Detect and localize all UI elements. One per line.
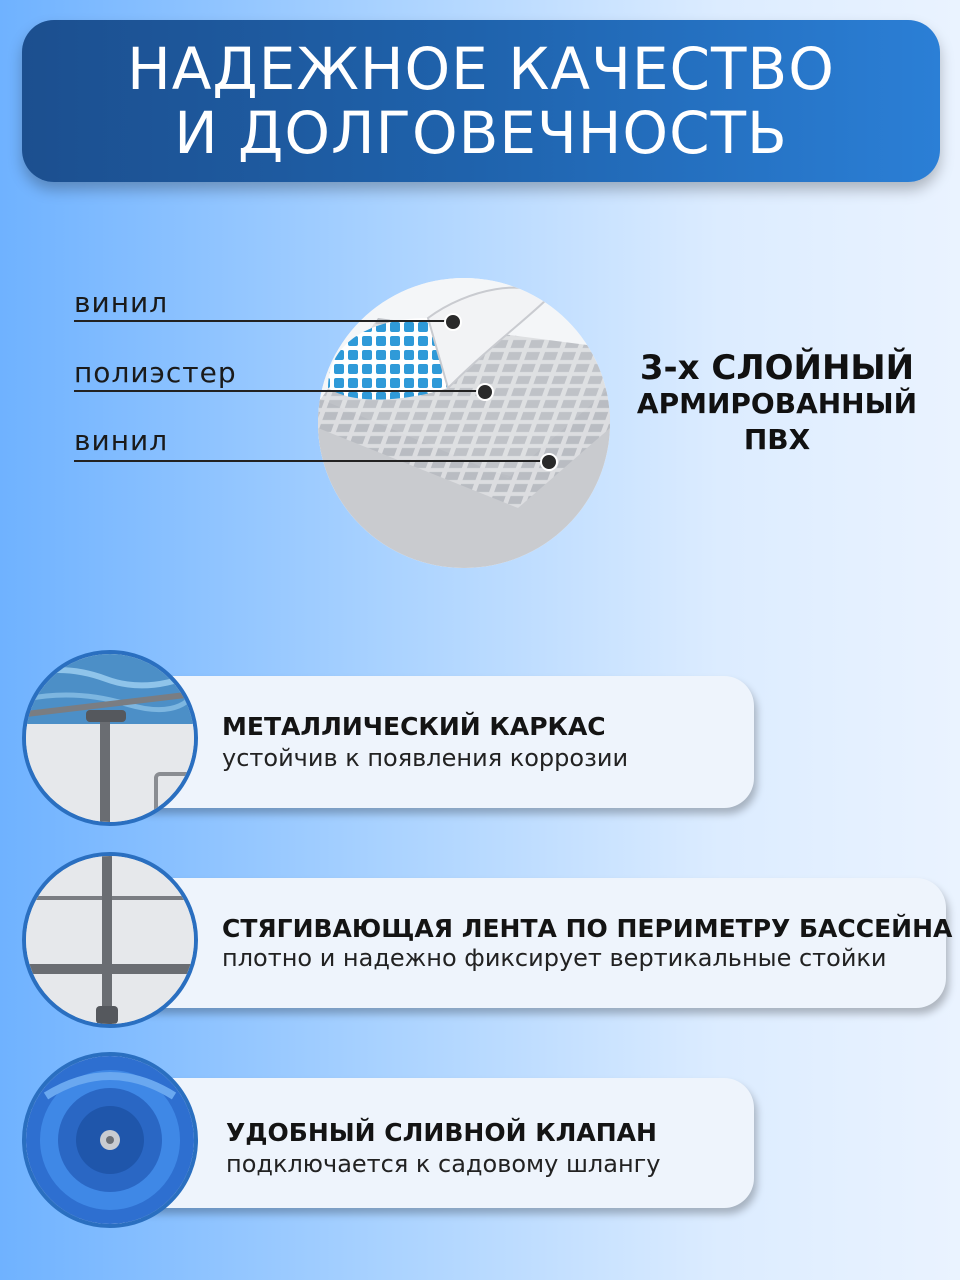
valve-photo: [22, 1052, 198, 1228]
feature-card-belt: [120, 878, 946, 1008]
metal-frame-icon: [26, 654, 194, 822]
belt-photo: [22, 852, 198, 1028]
pvc-line3: ПВХ: [743, 423, 811, 456]
layer-pointer-line-top: [74, 320, 452, 322]
pvc-line2: АРМИРОВАННЫЙ: [636, 387, 918, 420]
feature-title-frame: МЕТАЛЛИЧЕСКИЙ КАРКАС: [222, 712, 606, 741]
feature-card-frame: [120, 676, 754, 808]
header-banner: [22, 20, 940, 182]
perimeter-belt-icon: [26, 856, 194, 1024]
feature-subtitle-frame: устойчив к появления коррозии: [222, 744, 629, 772]
pvc-line1: 3-х СЛОЙНЫЙ: [639, 348, 915, 388]
layer-pointer-dot-top: [444, 313, 462, 331]
feature-title-valve: УДОБНЫЙ СЛИВНОЙ КЛАПАН: [226, 1118, 657, 1147]
feature-title-belt: СТЯГИВАЮЩАЯ ЛЕНТА ПО ПЕРИМЕТРУ БАССЕЙНА: [222, 914, 953, 943]
drain-valve-icon: [26, 1056, 194, 1224]
layer-label-polyester: полиэстер: [74, 356, 237, 389]
header-title-line2: И ДОЛГОВЕЧНОСТЬ: [174, 99, 788, 167]
layer-pointer-dot-bottom: [540, 453, 558, 471]
feature-subtitle-belt: плотно и надежно фиксирует вертикальные стойки: [222, 944, 887, 972]
feature-subtitle-valve: подключается к садовому шлангу: [226, 1150, 661, 1178]
layer-label-vinyl-bottom: винил: [74, 424, 169, 457]
layer-label-vinyl-top: винил: [74, 286, 169, 319]
layer-pointer-line-bottom: [74, 460, 546, 462]
frame-photo: [22, 650, 198, 826]
pvc-description: [632, 350, 922, 458]
layer-pointer-line-middle: [74, 390, 484, 392]
header-title-line1: НАДЕЖНОЕ КАЧЕСТВО: [127, 35, 835, 103]
layer-pointer-dot-middle: [476, 383, 494, 401]
